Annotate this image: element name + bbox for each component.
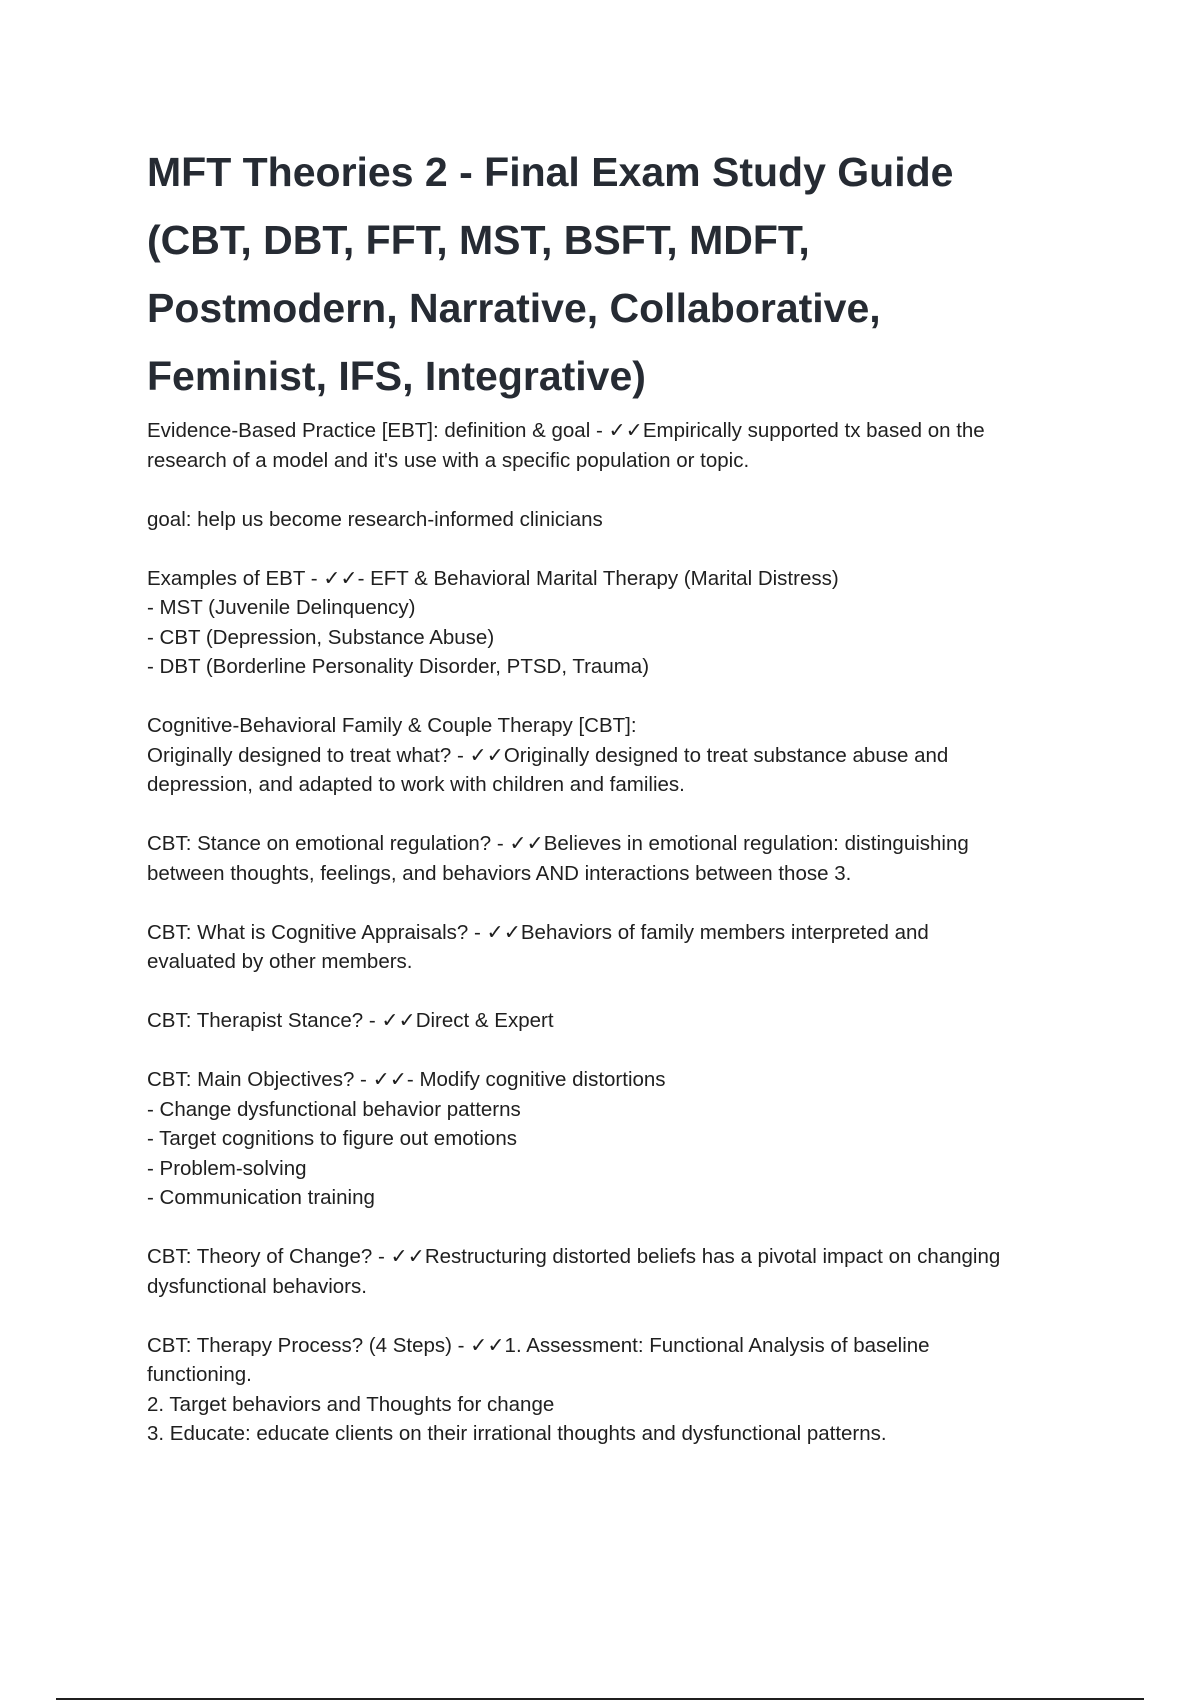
- text-line: - CBT (Depression, Substance Abuse): [147, 625, 495, 649]
- ebt-examples-paragraph: [147, 564, 1087, 682]
- cbt-origin-paragraph: [147, 711, 1087, 800]
- text-line: Cognitive-Behavioral Family & Couple Therapy [CBT]:: [147, 714, 637, 737]
- ebt-definition-paragraph: [147, 416, 1087, 475]
- title-line: Feminist, IFS, Integrative): [147, 353, 646, 399]
- text-line: - DBT (Borderline Personality Disorder, PTSD, Trauma): [147, 655, 650, 678]
- text-line: 2. Target behaviors and Thoughts for change: [147, 1392, 555, 1416]
- text-line: goal: help us become research-informed clinicians: [147, 507, 603, 531]
- text-line: dysfunctional behaviors.: [147, 1274, 367, 1298]
- text-line: research of a model and it's use with a specific population or topic.: [147, 448, 750, 472]
- text-line: - MST (Juvenile Delinquency): [147, 596, 416, 619]
- cbt-cognitive-appraisals-paragraph: [147, 918, 1087, 977]
- text-line: Evidence-Based Practice [EBT]: definition & goal - ✓✓Empirically supported tx based on the: [147, 419, 985, 442]
- text-line: CBT: Stance on emotional regulation? - ✓✓Believes in emotional regulation: distinguishing: [147, 832, 969, 855]
- cbt-main-objectives-paragraph: [147, 1065, 1087, 1213]
- text-line: evaluated by other members.: [147, 950, 413, 973]
- text-line: - Problem-solving: [147, 1156, 307, 1180]
- cbt-theory-of-change-paragraph: [147, 1242, 1087, 1301]
- text-line: - Target cognitions to figure out emotions: [147, 1127, 517, 1150]
- text-line: CBT: Theory of Change? - ✓✓Restructuring distorted beliefs has a pivotal impact on changing: [147, 1245, 1001, 1268]
- text-line: functioning.: [147, 1363, 252, 1386]
- text-line: depression, and adapted to work with children and families.: [147, 773, 685, 796]
- text-line: CBT: Therapist Stance? - ✓✓Direct & Expert: [147, 1009, 554, 1032]
- text-line: CBT: What is Cognitive Appraisals? - ✓✓Behaviors of family members interpreted and: [147, 920, 929, 944]
- title-line: MFT Theories 2 - Final Exam Study Guide: [147, 149, 954, 195]
- text-line: - Communication training: [147, 1186, 375, 1209]
- text-line: CBT: Therapy Process? (4 Steps) - ✓✓1. Assessment: Functional Analysis of baseline: [147, 1333, 930, 1357]
- cbt-emotional-regulation-paragraph: [147, 829, 1087, 888]
- text-line: - Change dysfunctional behavior patterns: [147, 1097, 521, 1121]
- cbt-therapist-stance-paragraph: [147, 1006, 1087, 1036]
- document-page: [147, 138, 1087, 1478]
- title-line: Postmodern, Narrative, Collaborative,: [147, 285, 881, 331]
- text-line: Examples of EBT - ✓✓- EFT & Behavioral Marital Therapy (Marital Distress): [147, 566, 839, 590]
- text-line: Originally designed to treat what? - ✓✓Originally designed to treat substance abuse and: [147, 743, 949, 767]
- ebt-goal-paragraph: [147, 505, 1087, 535]
- cbt-therapy-process-paragraph: [147, 1331, 1087, 1449]
- text-line: CBT: Main Objectives? - ✓✓- Modify cognitive distortions: [147, 1068, 666, 1091]
- text-line: 3. Educate: educate clients on their irrational thoughts and dysfunctional patterns.: [147, 1422, 887, 1445]
- title-line: (CBT, DBT, FFT, MST, BSFT, MDFT,: [147, 217, 810, 263]
- page-title: [147, 138, 1087, 410]
- text-line: between thoughts, feelings, and behaviors AND interactions between those 3.: [147, 861, 852, 885]
- study-guide-content: [147, 416, 1087, 1449]
